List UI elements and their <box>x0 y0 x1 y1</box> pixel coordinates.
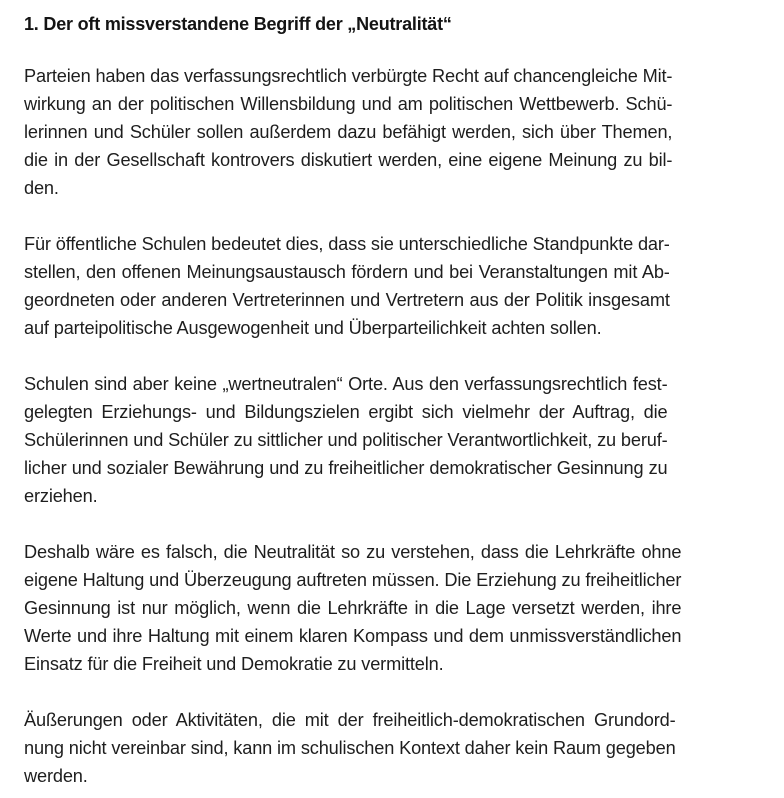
text-line: Deshalb wäre es falsch, die Neutralität so zu verstehen, dass die Lehrkräfte ohne <box>24 542 682 562</box>
text-line: lerinnen und Schüler sollen außerdem dazu befähigt werden, sich über Themen, <box>24 122 673 142</box>
text-line: gelegten Erziehungs- und Bildungszielen ergibt sich vielmehr der Auftrag, die <box>24 402 668 422</box>
text-line: auf parteipolitische Ausgewogenheit und Überparteilichkeit achten sollen. <box>24 318 602 338</box>
text-line: Schülerinnen und Schüler zu sittlicher und politischer Verantwortlichkeit, zu beruf- <box>24 430 668 450</box>
paragraph-haltung-der-lehrkraefte <box>24 538 681 678</box>
text-line: die in der Gesellschaft kontrovers diskutiert werden, eine eigene Meinung zu bil- <box>24 150 673 170</box>
text-line: Für öffentliche Schulen bedeutet dies, dass sie unterschiedliche Standpunkte dar- <box>24 234 670 254</box>
text-line: geordneten oder anderen Vertreterinnen und Vertretern aus der Politik insgesamt <box>24 290 670 310</box>
text-line: eigene Haltung und Überzeugung auftreten müssen. Die Erziehung zu freiheitlicher <box>24 570 682 590</box>
text-line: Gesinnung ist nur möglich, wenn die Lehrkräfte in die Lage versetzt werden, ihre <box>24 598 682 618</box>
text-line: Parteien haben das verfassungsrechtlich verbürgte Recht auf chancengleiche Mit- <box>24 66 673 86</box>
text-line: Werte und ihre Haltung mit einem klaren Kompass und dem unmissverständlichen <box>24 626 682 646</box>
section-heading: 1. Der oft missverstandene Begriff der „Neutralität“ <box>24 14 452 34</box>
paragraph-keine-wertneutralen-orte <box>24 370 668 510</box>
text-line: Äußerungen oder Aktivitäten, die mit der freiheitlich-demokratischen Grundord- <box>24 710 676 730</box>
text-line: werden. <box>24 766 88 786</box>
text-line: stellen, den offenen Meinungsaustausch fördern und bei Veranstaltungen mit Ab- <box>24 262 670 282</box>
paragraph-grundordnung <box>24 706 676 790</box>
text-line: Schulen sind aber keine „wertneutralen“ Orte. Aus den verfassungsrechtlich fest- <box>24 374 668 394</box>
paragraph-parteien-chancengleichheit <box>24 62 672 202</box>
text-line: Einsatz für die Freiheit und Demokratie zu vermitteln. <box>24 654 444 674</box>
text-line: erziehen. <box>24 486 98 506</box>
text-line: licher und sozialer Bewährung und zu freiheitlicher demokratischer Gesinnung zu <box>24 458 668 478</box>
paragraph-oeffentliche-schulen <box>24 230 670 342</box>
text-line: wirkung an der politischen Willensbildung und am politischen Wettbewerb. Schü- <box>24 94 673 114</box>
text-line: den. <box>24 178 59 198</box>
document <box>24 10 774 786</box>
text-line: nung nicht vereinbar sind, kann im schulischen Kontext daher kein Raum gegeben <box>24 738 676 758</box>
